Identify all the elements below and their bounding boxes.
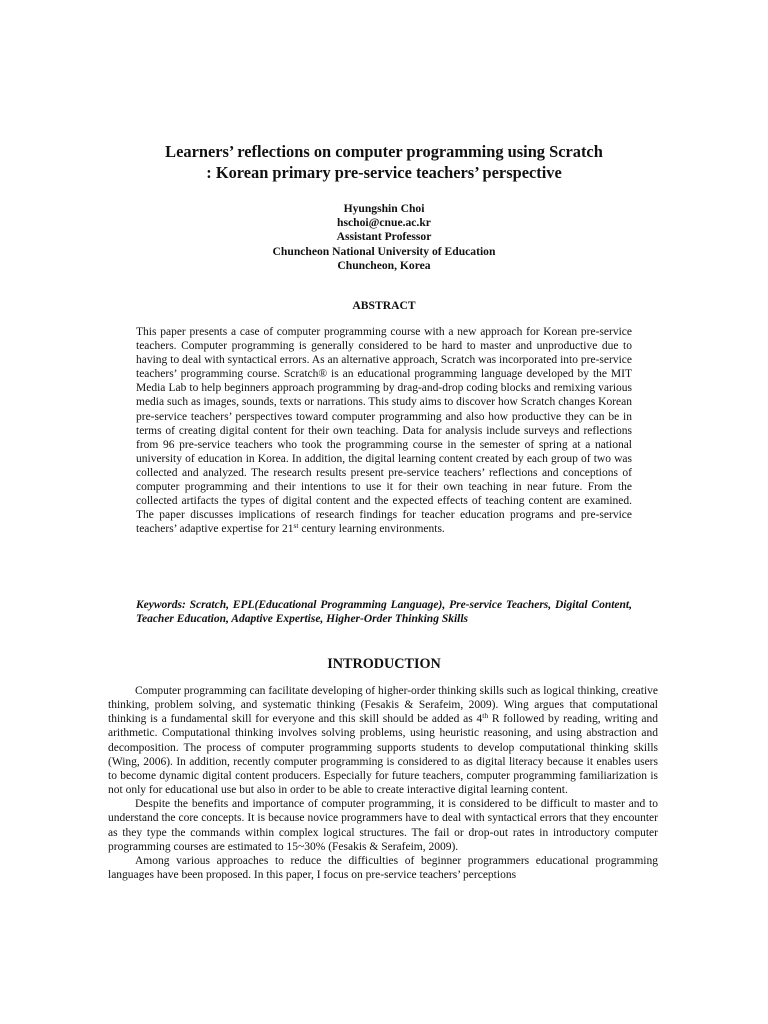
abstract-paragraph [136,325,632,536]
introduction-body [108,684,658,882]
keywords: Keywords: Scratch, EPL(Educational Programming Language), Pre-service Teachers, Digital Content, Teacher Education, Adaptive Expertise, Higher-Order Thinking Skills [136,599,632,626]
author-location: Chuncheon, Korea [337,258,431,272]
intro-paragraph-2: Despite the benefits and importance of computer programming, it is considered to be difficult to master and to understand the core concepts. It is because novice programmers have to deal with syntactical errors that they encounter as they type the commands within complex logical structures. The fail or drop-out rates in introductory computer programming courses are estimated to 15~30% (Fesakis & Serafeim, 2009). [108,798,658,853]
abstract-body [136,325,632,536]
intro-paragraph-3: Among various approaches to reduce the difficulties of beginner programmers educational programming languages have been proposed. In this paper, I focus on pre-service teachers’ perceptions [108,854,658,882]
author-email: hschoi@cnue.ac.kr [337,216,431,230]
title-line-1: Learners’ reflections on computer programming using Scratch [165,142,603,161]
intro-paragraph-1 [108,684,658,797]
intro-p1-text-end: R followed by reading, writing and arithmetic. Computational thinking involves solving problems, using heuristic reasoning, and using abstraction and decomposition. The process of computer programming supports students to develop computational thinking skills (Wing, 2006). In addition, recently computer programming is considered to as digital literacy because it enables users to become dynamic digital content producers. Especially for future teachers, computer programming familiarization is not only for educational use but also in order to be able to create interactive digital learning content. [108,713,658,797]
introduction-heading: INTRODUCTION [327,656,441,672]
abstract-text-end: century learning environments. [298,523,445,536]
abstract-superscript: st [293,521,299,531]
abstract-text: This paper presents a case of computer programming course with a new approach for Korean pre-service teachers. Computer programming is generally considered to be hard to master and unproductive due to having to deal with syntactical errors. As an alternative approach, Scratch was incorporated into pre-service teachers’ programming course. Scratch® is an educational programming language developed by the MIT Media Lab to help beginners approach programming by drag-and-drop coding blocks and remixing various media such as images, sounds, texts or narrations. This study aims to discover how Scratch changes Korean pre-service teachers’ perspectives toward computer programming and also how productive they can be in terms of creating digital content for their own teaching. Data for analysis include surveys and reflections from 96 pre-service teachers who took the programming course in the semester of spring at a national university of education in Korea. In addition, the digital learning content created by each group of two was collected and analyzed. The research results present pre-service teachers’ reflections and conceptions of computer programming and their intentions to use it for their own teaching in near future. From the collected artifacts the types of digital content and the expected effects of teaching content are examined. The paper discusses implications of research findings for teacher education programs and pre-service teachers’ adaptive expertise for 21 [136,326,632,536]
author-block [0,202,768,273]
abstract-heading: ABSTRACT [352,299,416,312]
intro-p1-superscript: th [482,711,489,721]
title-line-2: : Korean primary pre-service teachers’ perspective [206,163,562,182]
author-name: Hyungshin Choi [343,202,425,215]
intro-p1-text: Computer programming can facilitate developing of higher-order thinking skills such as logical thinking, creative thinking, problem solving, and systematic thinking (Fesakis & Serafeim, 2009). Wing argues that computational thinking is a fundamental skill for everyone and this skill should be added as 4 [108,685,658,726]
paper-title [0,141,768,183]
author-affiliation: Chuncheon National University of Education [272,244,496,258]
author-position: Assistant Professor [336,230,432,244]
